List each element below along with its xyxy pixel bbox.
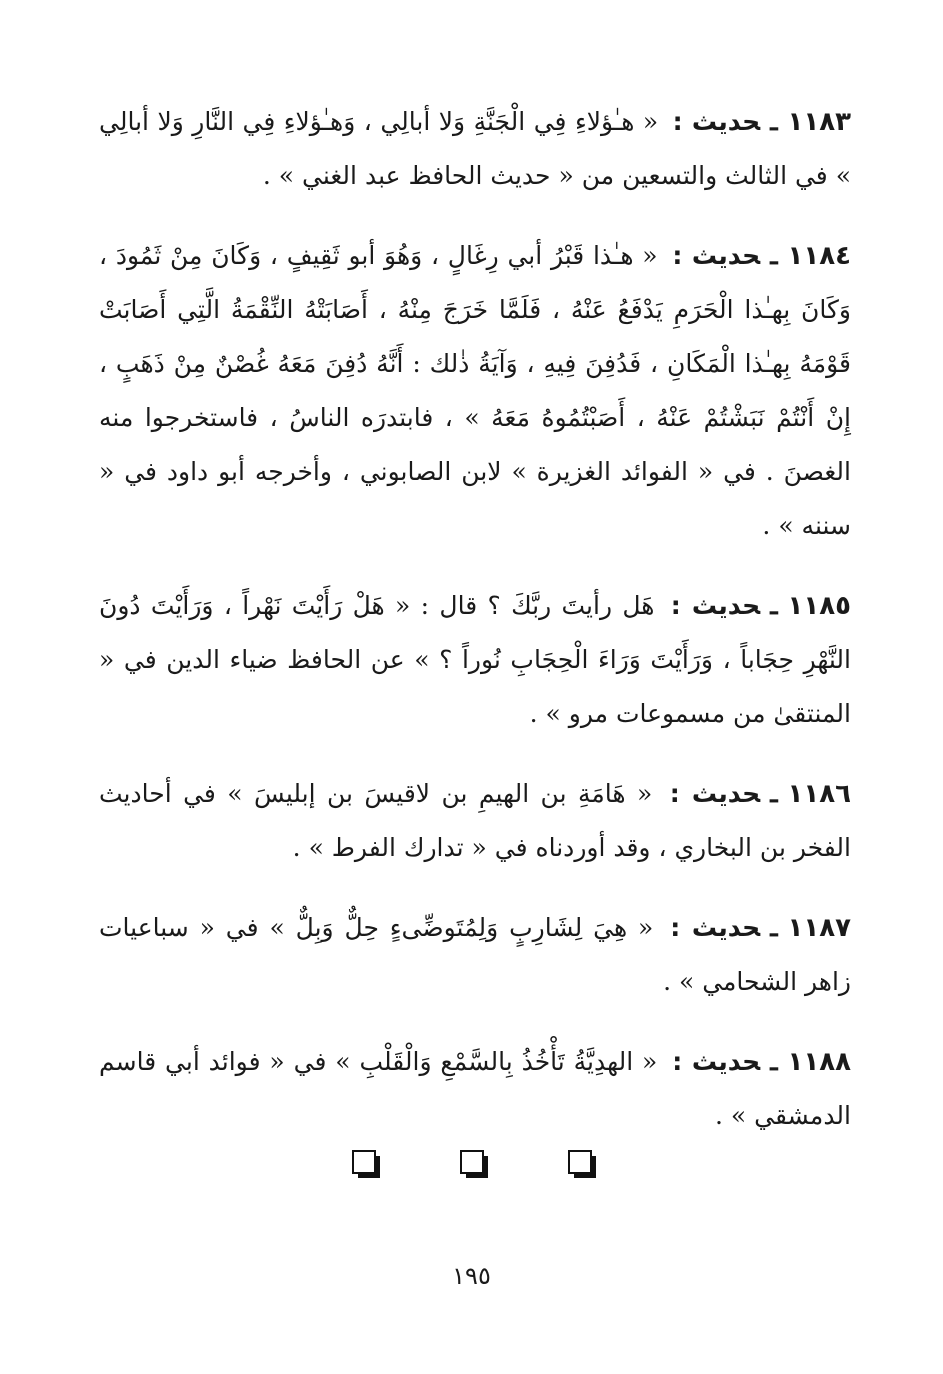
hadith-entry-1184 <box>99 229 851 553</box>
hadith-entry-1187 <box>99 901 851 1009</box>
square-ornament-icon <box>460 1150 484 1174</box>
entry-heading: حديث : <box>670 591 761 620</box>
entry-number: ١١٨٥ <box>787 591 851 621</box>
entry-dash: ـ <box>770 779 778 808</box>
entry-paragraph <box>99 579 851 741</box>
entry-heading: حديث : <box>672 107 761 136</box>
entry-dash: ـ <box>770 107 778 136</box>
entry-dash: ـ <box>770 591 778 620</box>
hadith-entry-1188 <box>99 1035 851 1143</box>
entry-text: « هـٰذا قَبْرُ أبي رِغَالٍ ، وَهُوَ أبو ثَقِيفٍ ، وَكَانَ مِنْ ثَمُودَ ، وَكَانَ بِهـٰذا الْحَرَمِ يَدْفَعُ عَنْهُ ، فَلَمَّا خَرَجَ مِنْهُ ، أَصَابَتْهُ النِّقْمَةُ الَّتِي أَصَابَتْ قَوْمَهُ بِهـٰذا الْمَكَانِ ، فَدُفِنَ فِيهِ ، وَآيَةُ ذٰلك : أَنَّهُ دُفِنَ مَعَهُ غُصْنٌ مِنْ ذَهَبٍ ، إِنْ أَنْتُمْ نَبَشْتُمْ عَنْهُ ، أَصَبْتُمُوهُ مَعَهُ » ، فابتدرَه الناسُ ، فاستخرجوا منه الغصنَ . في « الفوائد الغزيرة » لابن الصابوني ، وأخرجه أبو داود في « سننه » . <box>99 241 851 540</box>
entry-text: هَل رأيتَ ربَّكَ ؟ قال : « هَلْ رَأَيْتَ نَهْراً ، وَرَأَيْتَ دُونَ النَّهْرِ حِجَاباً ، وَرَأَيْتَ وَرَاءَ الْحِجَابِ نُوراً ؟ » عن الحافظ ضياء الدين في « المنتقىٰ من مسموعات مرو » . <box>99 591 851 728</box>
entry-text: « هِيَ لِشَارِبٍ وَلِمُتَوضِّىءٍ حِلٌّ وَبِلٌّ » في « سباعيات زاهر الشحامي » . <box>99 913 851 996</box>
hadith-entry-1185 <box>99 579 851 741</box>
entry-heading: حديث : <box>669 779 761 808</box>
entry-number: ١١٨٧ <box>787 913 852 943</box>
hadith-entry-1183 <box>99 95 851 203</box>
hadith-entry-1186 <box>99 767 851 875</box>
page-number: ١٩٥ <box>452 1262 491 1290</box>
entry-heading: حديث : <box>670 913 761 942</box>
entry-paragraph <box>99 229 851 553</box>
section-separator <box>0 1150 943 1174</box>
entry-paragraph <box>99 95 851 203</box>
square-ornament-icon <box>352 1150 376 1174</box>
entry-paragraph <box>99 767 851 875</box>
page-content <box>99 95 851 1169</box>
entry-number: ١١٨٣ <box>787 107 852 137</box>
entry-heading: حديث : <box>672 241 761 270</box>
entry-text: « هـٰؤلاءِ فِي الْجَنَّةِ وَلا أبالِي ، وَهـٰؤلاءِ فِي النَّارِ وَلا أبالِي » في الثالث والتسعين من « حديث الحافظ عبد الغني » . <box>99 107 851 190</box>
entry-text: « هَامَةِ بن الهيمِ بن لاقيسَ بن إبليسَ » في أحاديث الفخر بن البخاري ، وقد أوردناه في « تدارك الفرط » . <box>99 779 851 862</box>
entry-number: ١١٨٤ <box>787 241 851 271</box>
entry-dash: ـ <box>770 913 778 942</box>
entry-number: ١١٨٦ <box>787 779 851 809</box>
entry-paragraph <box>99 1035 851 1143</box>
entry-dash: ـ <box>770 1047 778 1076</box>
entry-text: « الهدِيَّةُ تَأْخُذُ بِالسَّمْعِ وَالْقَلْبِ » في « فوائد أبي قاسم الدمشقي » . <box>99 1047 851 1130</box>
entry-heading: حديث : <box>672 1047 761 1076</box>
entry-number: ١١٨٨ <box>787 1047 852 1077</box>
entry-dash: ـ <box>770 241 778 270</box>
square-ornament-icon <box>568 1150 592 1174</box>
entry-paragraph <box>99 901 851 1009</box>
